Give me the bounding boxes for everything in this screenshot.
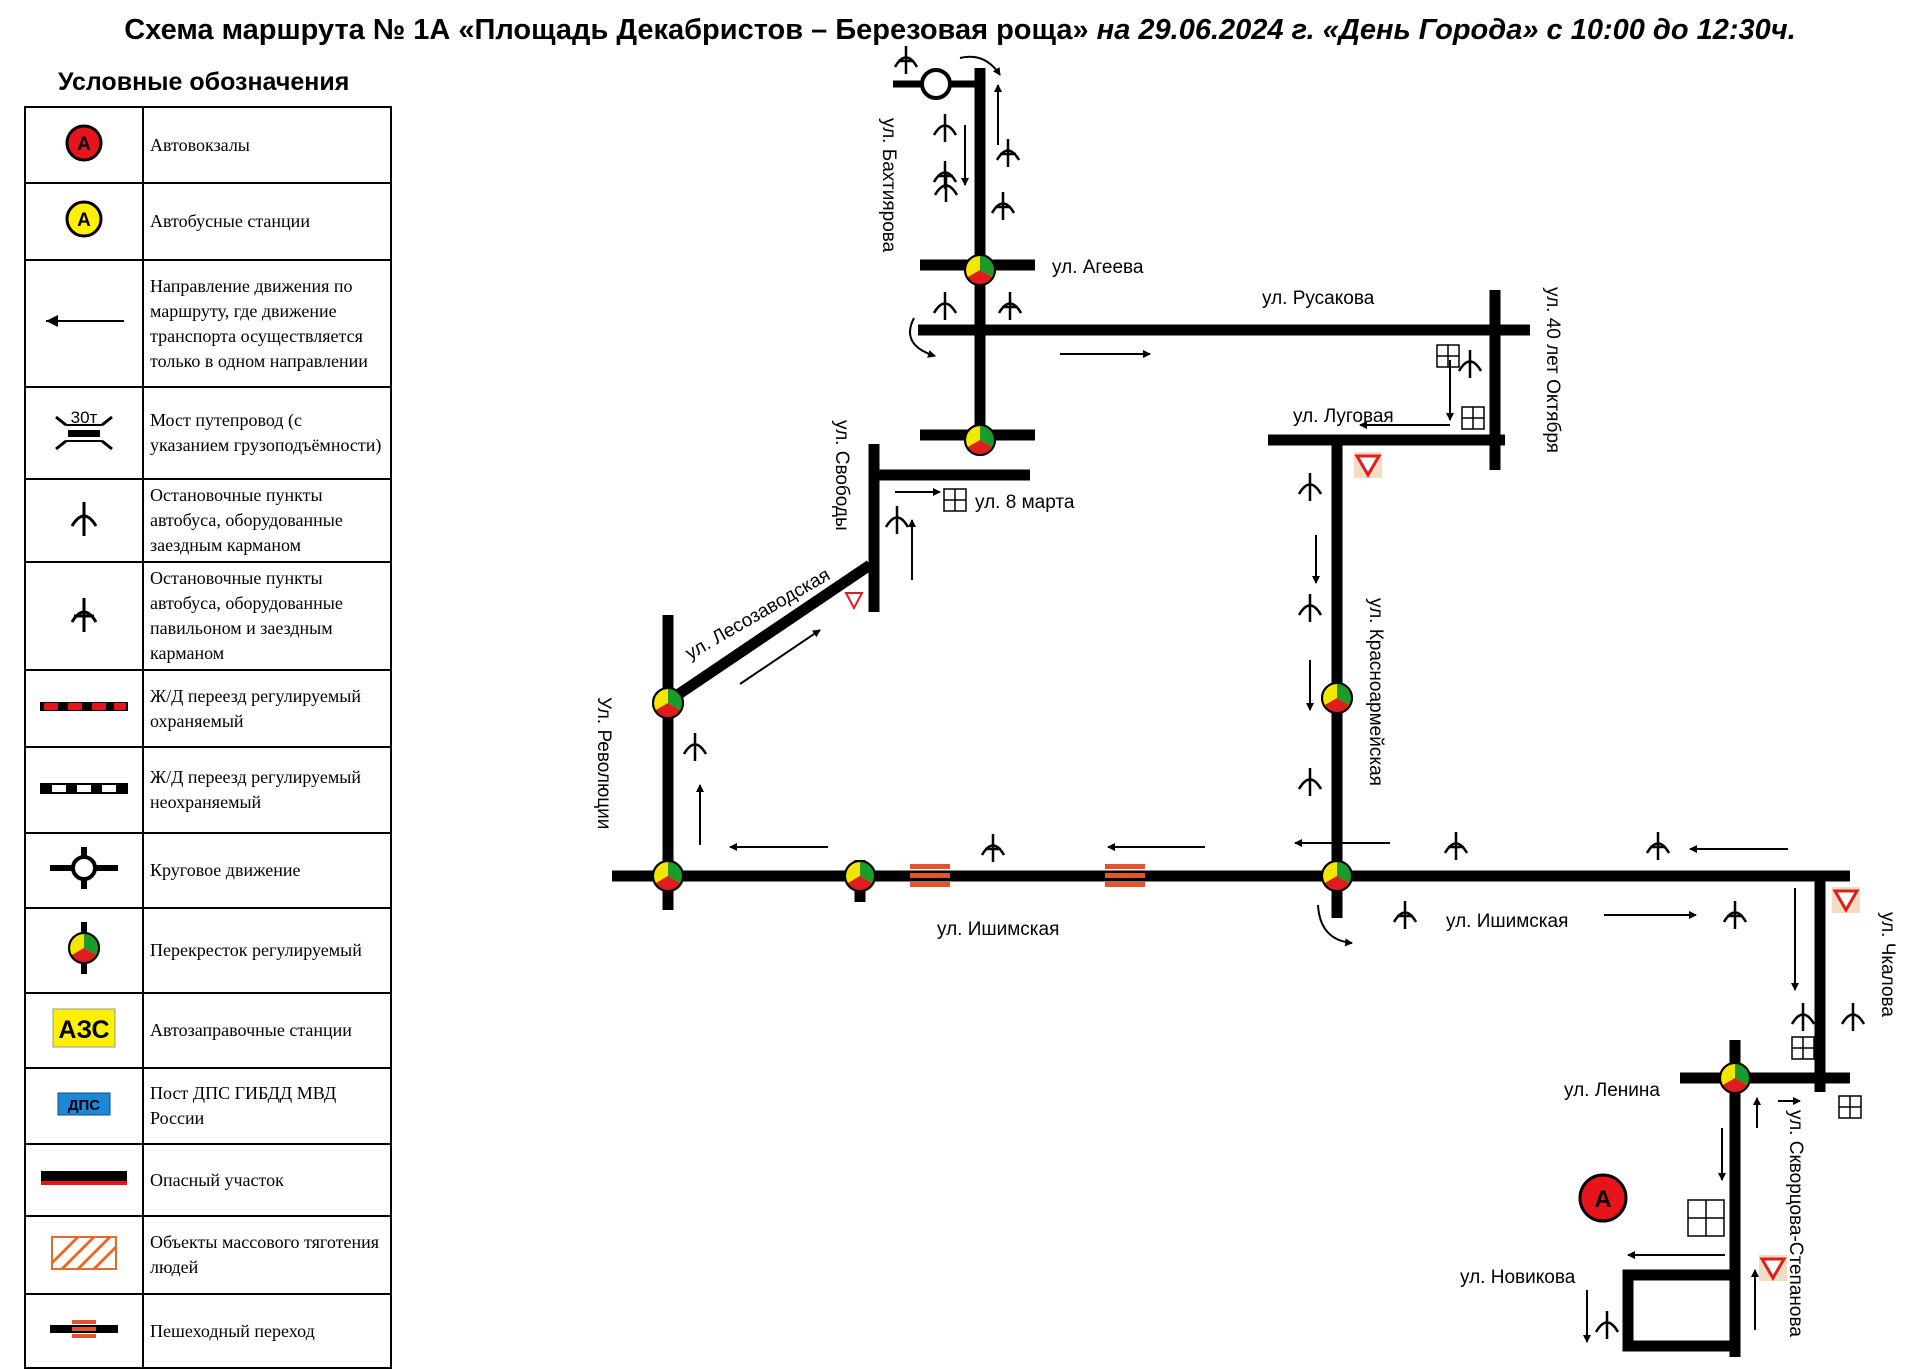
street-lesozavodskaya-label: ул. Лесозаводская xyxy=(682,564,834,665)
street-svobody-label: ул. Свободы xyxy=(831,420,852,531)
legend-text: Круговое движение xyxy=(143,833,391,908)
bus-stop-icon xyxy=(1724,901,1746,929)
bus-stop-icon xyxy=(684,733,706,761)
traffic-light-icon xyxy=(845,861,875,891)
street-ishimskaya-east-label: ул. Ишимская xyxy=(1446,911,1569,932)
bus-stop-icon xyxy=(1842,1003,1864,1031)
legend-text: Пешеходный переход xyxy=(143,1294,391,1368)
legend-text: Автовокзалы xyxy=(143,107,391,183)
bus-stop-icon xyxy=(1647,832,1669,860)
yield-sign-icon xyxy=(1354,452,1382,478)
legend-text: Автобусные станции xyxy=(143,183,391,260)
pedestrian-crossing-icon xyxy=(910,864,950,887)
street-bakhtiyarova-label: ул. Бахтиярова xyxy=(878,118,899,253)
legend-text: Перекресток регулируемый xyxy=(143,908,391,993)
bus-stop-icon xyxy=(934,292,956,320)
street-krasnoarmeyskaya-label: ул. Красноармейская xyxy=(1365,598,1386,786)
traffic-light-icon xyxy=(965,425,995,455)
traffic-light-icon xyxy=(965,255,995,285)
street-40-let-oktyabrya-label: ул. 40 лет Октября xyxy=(1542,287,1563,453)
pedestrian-crossing-icon xyxy=(1105,864,1145,887)
street-lenina-label: ул. Ленина xyxy=(1564,1080,1660,1101)
legend-text: Объекты массового тяготения людей xyxy=(143,1216,391,1294)
street-ageeva-label: ул. Агеева xyxy=(1052,257,1144,278)
street-rusakova-label: ул. Русакова xyxy=(1262,288,1375,309)
pavilion-icon xyxy=(944,489,966,511)
legend-text: Автозаправочные станции xyxy=(143,993,391,1068)
traffic-light-icon xyxy=(1322,683,1352,713)
legend-text: Ж/Д переезд регулируемый неохраняемый xyxy=(143,747,391,833)
bus-stop-icon xyxy=(886,506,908,534)
bus-stop-icon xyxy=(997,139,1019,167)
svg-text:30т: 30т xyxy=(70,407,98,427)
bus-stop-icon xyxy=(992,192,1014,220)
roundabout-icon xyxy=(893,70,985,98)
yield-sign-icon xyxy=(1832,887,1860,913)
svg-text:АЗС: АЗС xyxy=(58,1016,110,1044)
pavilion-icon xyxy=(1839,1096,1861,1118)
traffic-light-icon xyxy=(653,688,683,718)
bus-stop-icon xyxy=(1792,1003,1814,1031)
yield-sign-icon xyxy=(846,593,862,608)
svg-text:А: А xyxy=(77,210,91,231)
pavilion-icon xyxy=(1792,1037,1814,1059)
legend-text: Опасный участок xyxy=(143,1144,391,1216)
street-lugovaya-label: ул. Луговая xyxy=(1293,406,1394,427)
legend-heading: Условные обозначения xyxy=(58,68,350,96)
pavilion-icon xyxy=(1462,407,1484,429)
street-skvortsova-stepanova-label: ул. Скворцова-Степанова xyxy=(1785,1110,1806,1337)
legend-text: Мост путепровод (с указанием грузоподъёмности) xyxy=(143,387,391,479)
street-ishimskaya-west-label: ул. Ишимская xyxy=(937,919,1060,940)
svg-text:А: А xyxy=(77,133,91,155)
legend-text: Ж/Д переезд регулируемый охраняемый xyxy=(143,670,391,747)
yield-sign-icon xyxy=(1759,1255,1787,1281)
legend-text: Направление движения по маршруту, где движение транспорта осуществляется только в одном направлении xyxy=(143,260,391,387)
bus-stop-icon xyxy=(1445,832,1467,860)
legend-text: Пост ДПС ГИБДД МВД России xyxy=(143,1068,391,1144)
bus-stop-icon xyxy=(895,46,917,74)
bus-stop-icon xyxy=(1459,350,1481,378)
street-8-marta-label: ул. 8 марта xyxy=(975,492,1075,513)
bus-stop-icon xyxy=(1299,768,1321,796)
bus-stop-icon xyxy=(934,114,956,142)
street-novikova-label: ул. Новикова xyxy=(1460,1267,1576,1288)
legend-text: Остановочные пункты автобуса, оборудованные павильоном и заездным карманом xyxy=(143,562,391,670)
road-network xyxy=(612,68,1850,1357)
route-title: Схема маршрута № 1А «Площадь Декабристов – Березовая роща» xyxy=(124,14,1089,46)
traffic-light-icon xyxy=(1322,861,1352,891)
street-chkalova-label: ул. Чкалова xyxy=(1877,912,1898,1018)
svg-text:ДПС: ДПС xyxy=(67,1096,101,1114)
bus-stop-icon xyxy=(1299,473,1321,501)
street-revolyutsii-label: Ул. Революции xyxy=(593,697,614,830)
bus-stop-icon xyxy=(1394,901,1416,929)
pavilion-icon xyxy=(1688,1200,1724,1236)
pavilion-icon xyxy=(1437,345,1459,367)
bus-stop-icon xyxy=(1596,1311,1618,1339)
direction-arrows xyxy=(700,57,1800,1342)
bus-stop-icon xyxy=(999,292,1021,320)
traffic-light-icon xyxy=(653,861,683,891)
legend-text: Остановочные пункты автобуса, оборудованные заездным карманом xyxy=(143,479,391,562)
bus-stop-icon xyxy=(1299,594,1321,622)
svg-text:А: А xyxy=(1594,1186,1612,1213)
bus-stop-icon xyxy=(982,834,1004,862)
bus-terminal-icon xyxy=(1580,1175,1626,1221)
traffic-light-icon xyxy=(1720,1063,1750,1093)
route-date: на 29.06.2024 г. «День Города» с 10:00 до 12:30ч. xyxy=(1096,14,1796,46)
